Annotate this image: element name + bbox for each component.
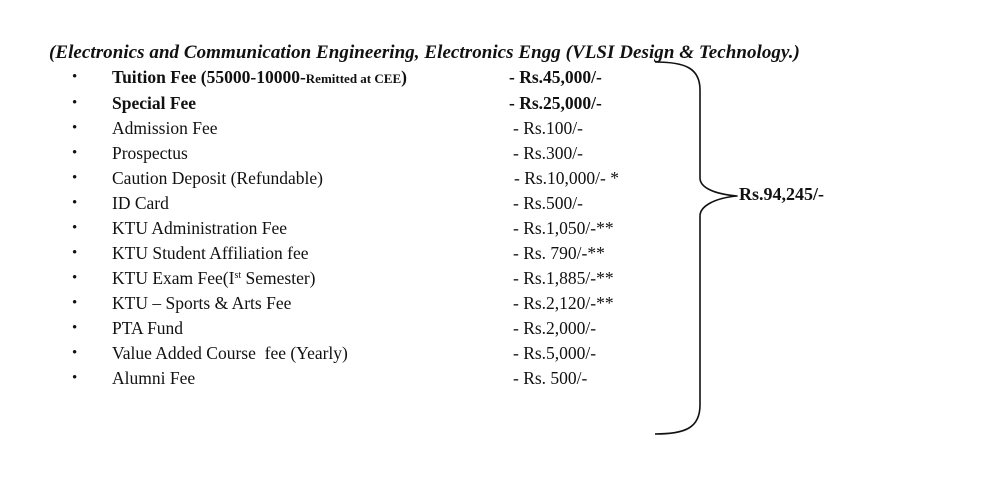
fee-row-pta-fund <box>0 316 700 340</box>
fee-name-ktu-administration: KTU Administration Fee <box>112 218 287 238</box>
fee-amount-value-added-course: - Rs.5,000/- <box>513 343 597 363</box>
fee-row-ktu-administration <box>0 216 700 240</box>
curly-brace-icon <box>655 60 745 440</box>
fee-row-alumni <box>0 366 700 390</box>
bullet: • <box>72 95 78 111</box>
fee-amount-special: - Rs.25,000/- <box>509 93 602 113</box>
bullet: • <box>72 145 78 161</box>
bullet: • <box>72 320 78 336</box>
fee-name-id-card: ID Card <box>112 193 169 213</box>
fee-amount-alumni: - Rs. 500/- <box>513 368 588 388</box>
fee-name-alumni: Alumni Fee <box>112 368 196 388</box>
fee-row-ktu-exam <box>0 266 700 290</box>
fee-name-ktu-exam: KTU Exam Fee(Ist Semester) <box>112 268 316 288</box>
fee-row-caution-deposit <box>0 166 700 190</box>
fee-row-admission <box>0 116 700 140</box>
fee-amount-pta-fund: - Rs.2,000/- <box>513 318 597 338</box>
bullet: • <box>72 220 78 236</box>
fee-amount-tuition: - Rs.45,000/- <box>509 67 602 87</box>
fee-row-prospectus <box>0 141 700 165</box>
bullet: • <box>72 245 78 261</box>
bullet: • <box>72 120 78 136</box>
fee-row-tuition <box>0 65 700 89</box>
bullet: • <box>72 295 78 311</box>
fee-name-ktu-sports-arts: KTU – Sports & Arts Fee <box>112 293 292 313</box>
section-heading: (Electronics and Communication Engineering, Electronics Engg (VLSI Design & Technology.) <box>49 42 800 63</box>
fee-name-tuition: Tuition Fee (55000-10000-Remitted at CEE) <box>112 67 407 87</box>
fee-name-ktu-affiliation: KTU Student Affiliation fee <box>112 243 309 263</box>
fee-name-pta-fund: PTA Fund <box>112 318 184 338</box>
fee-amount-ktu-exam: - Rs.1,885/-** <box>513 268 614 288</box>
fee-row-ktu-sports-arts <box>0 291 700 315</box>
bullet: • <box>72 270 78 286</box>
fee-name-value-added-course: Value Added Course fee (Yearly) <box>112 343 348 363</box>
fee-amount-ktu-affiliation: - Rs. 790/-** <box>513 243 605 263</box>
fee-row-ktu-affiliation <box>0 241 700 265</box>
fee-row-value-added-course <box>0 341 700 365</box>
fee-row-id-card <box>0 191 700 215</box>
bullet: • <box>72 345 78 361</box>
fee-amount-id-card: - Rs.500/- <box>513 193 583 213</box>
fee-amount-caution-deposit: - Rs.10,000/- * <box>514 168 619 188</box>
bullet: • <box>72 370 78 386</box>
fee-name-caution-deposit: Caution Deposit (Refundable) <box>112 168 323 188</box>
fee-name-prospectus: Prospectus <box>112 143 188 163</box>
fee-name-special: Special Fee <box>112 93 197 113</box>
fee-amount-prospectus: - Rs.300/- <box>513 143 583 163</box>
bullet: • <box>72 69 78 85</box>
total-amount: Rs.94,245/- <box>739 184 824 204</box>
remitted-note: Remitted at CEE <box>305 71 402 86</box>
fee-amount-admission: - Rs.100/- <box>513 118 583 138</box>
fee-amount-ktu-administration: - Rs.1,050/-** <box>513 218 614 238</box>
bullet: • <box>72 170 78 186</box>
fee-row-special <box>0 91 700 115</box>
superscript-st: st <box>234 270 242 281</box>
fee-amount-ktu-sports-arts: - Rs.2,120/-** <box>513 293 614 313</box>
bullet: • <box>72 195 78 211</box>
fee-name-admission: Admission Fee <box>112 118 218 138</box>
